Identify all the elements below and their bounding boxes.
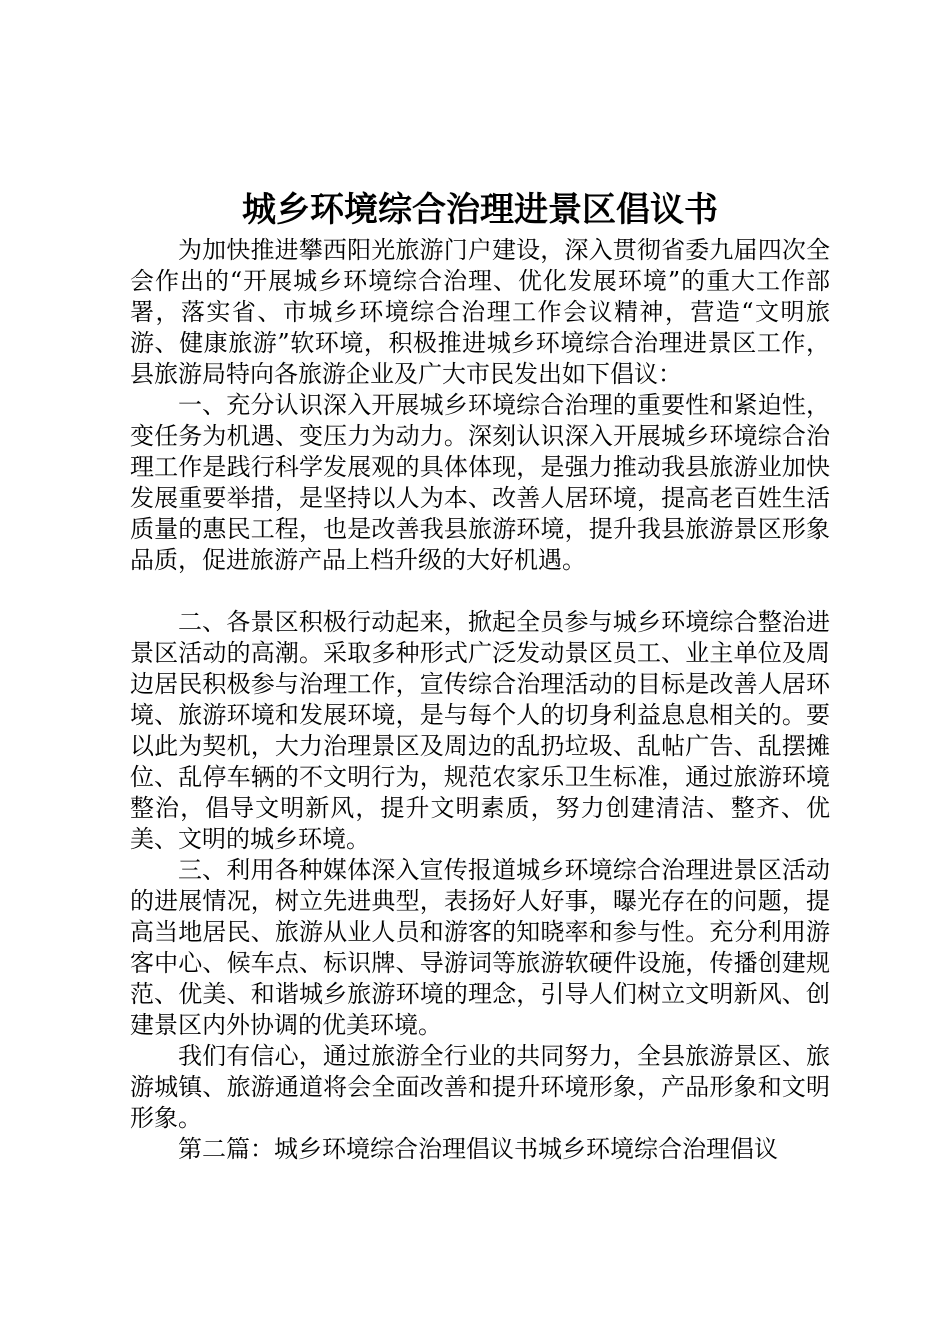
point-three-paragraph: 三、利用各种媒体深入宣传报道城乡环境综合治理进景区活动的进展情况，树立先进典型，表扬好人好事，曝光存在的问题，提高当地居民、旅游从业人员和游客的知晓率和参与性。充分利用游客中心、候车点、标识牌、导游词等旅游软硬件设施，传播创建规范、优美、和谐城乡旅游环境的理念，引导人们树立文明新风、创建景区内外协调的优美环境。 [130, 856, 830, 1039]
intro-paragraph: 为加快推进攀西阳光旅游门户建设，深入贯彻省委九届四次全会作出的“开展城乡环境综合治理、优化发展环境”的重大工作部署，落实省、市城乡环境综合治理工作会议精神，营造“文明旅游、健康旅游”软环境，积极推进城乡环境综合治理进景区工作，县旅游局特向各旅游企业及广大市民发出如下倡议： [130, 236, 830, 388]
document-body [130, 235, 830, 1165]
second-article-heading: 第二篇：城乡环境综合治理倡议书城乡环境综合治理倡议 [178, 1135, 778, 1163]
closing-paragraph: 我们有信心，通过旅游全行业的共同努力，全县旅游景区、旅游城镇、旅游通道将会全面改善和提升环境形象，产品形象和文明形象。 [130, 1042, 830, 1132]
paragraph-spacer [130, 576, 830, 607]
point-two-paragraph: 二、各景区积极行动起来，掀起全员参与城乡环境综合整治进景区活动的高潮。采取多种形式广泛发动景区员工、业主单位及周边居民积极参与治理工作，宣传综合治理活动的目标是改善人居环境、旅游环境和发展环境，是与每个人的切身利益息息相关的。要以此为契机，大力治理景区及周边的乱扔垃圾、乱帖广告、乱摆摊位、乱停车辆的不文明行为，规范农家乐卫生标准，通过旅游环境整治，倡导文明新风，提升文明素质，努力创建清洁、整齐、优美、文明的城乡环境。 [130, 608, 830, 853]
point-one-paragraph: 一、充分认识深入开展城乡环境综合治理的重要性和紧迫性，变任务为机遇、变压力为动力。深刻认识深入开展城乡环境综合治理工作是践行科学发展观的具体体现，是强力推动我县旅游业加快发展重要举措，是坚持以人为本、改善人居环境，提高老百姓生活质量的惠民工程，也是改善我县旅游环境，提升我县旅游景区形象品质，促进旅游产品上档升级的大好机遇。 [130, 391, 830, 574]
document-title: 城乡环境综合治理进景区倡议书 [242, 190, 718, 230]
